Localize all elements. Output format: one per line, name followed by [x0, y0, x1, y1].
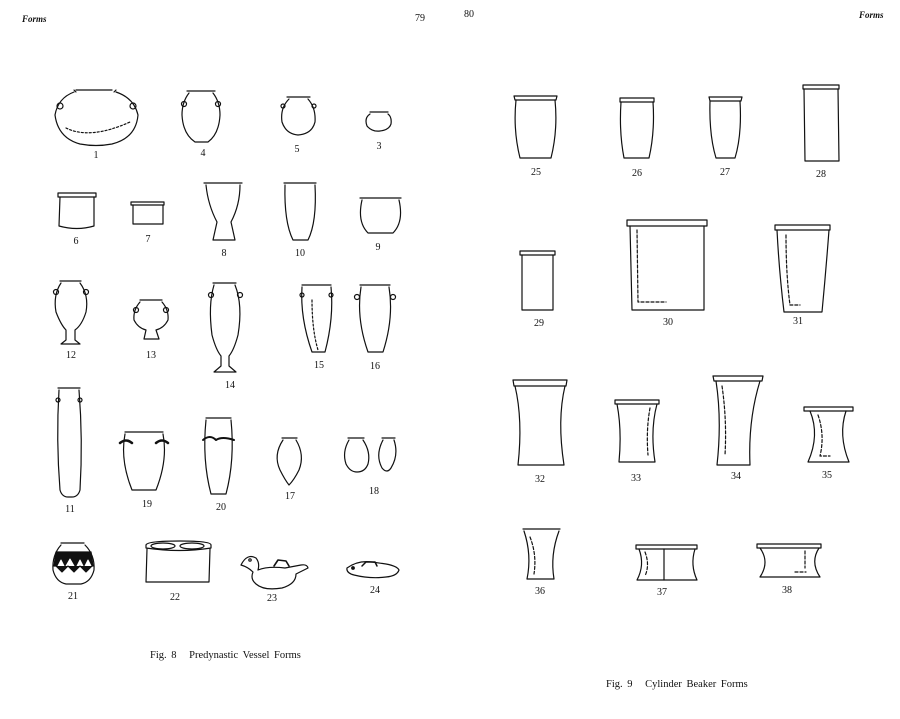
- figure-9-caption: [606, 679, 748, 690]
- vessel-34: [713, 376, 763, 465]
- vessel-27: [709, 97, 742, 158]
- vessel-36: [523, 529, 560, 579]
- vessel-4: [182, 91, 221, 142]
- vessel-label: 15: [314, 360, 324, 371]
- vessel-15: [300, 285, 333, 352]
- vessel-23: [241, 557, 308, 589]
- vessel-label: 25: [531, 167, 541, 178]
- figure-number: Fig. 8: [150, 650, 177, 661]
- vessel-label: 26: [632, 168, 642, 179]
- vessel-17: [277, 438, 301, 485]
- vessel-label: 5: [294, 144, 300, 155]
- vessel-37: [636, 545, 697, 580]
- vessel-30: [627, 220, 707, 310]
- vessel-33: [615, 400, 659, 462]
- vessel-label: 33: [631, 473, 641, 484]
- vessel-19: [120, 432, 168, 490]
- vessel-label: 13: [146, 350, 156, 361]
- right-page-number: 80: [464, 9, 474, 20]
- vessel-label: 32: [535, 474, 545, 485]
- vessel-24: [347, 562, 399, 578]
- vessel-18: [345, 438, 396, 472]
- vessel-label: 12: [66, 350, 76, 361]
- vessel-7: [131, 202, 164, 224]
- vessel-label: 17: [285, 491, 295, 502]
- vessel-9: [360, 198, 401, 233]
- vessel-label: 9: [375, 242, 381, 253]
- vessel-21: [53, 543, 94, 584]
- vessel-label: 30: [663, 317, 673, 328]
- vessel-label: 10: [295, 248, 305, 259]
- right-running-header: Forms: [859, 10, 884, 20]
- vessel-35: [804, 407, 853, 462]
- vessel-3: [366, 112, 391, 131]
- vessel-label: 3: [376, 141, 382, 152]
- vessel-label: 19: [142, 499, 152, 510]
- vessel-11: [56, 388, 82, 497]
- vessel-28: [803, 85, 839, 161]
- vessel-label: 6: [73, 236, 79, 247]
- vessel-32: [513, 380, 567, 465]
- left-page-number: 79: [415, 13, 425, 24]
- vessel-label: 7: [145, 234, 151, 245]
- vessel-label: 23: [267, 593, 277, 604]
- figure-8-caption: [150, 650, 301, 661]
- figure-number: Fig. 9: [606, 679, 633, 690]
- vessel-label: 20: [216, 502, 226, 513]
- vessel-25: [514, 96, 557, 158]
- vessel-label: 8: [221, 248, 227, 259]
- vessel-16: [355, 285, 396, 352]
- vessel-label: 14: [225, 380, 235, 391]
- vessel-38: [757, 544, 821, 577]
- vessel-10: [284, 183, 316, 240]
- vessel-5: [281, 97, 316, 135]
- vessel-29: [520, 251, 555, 310]
- vessel-6: [58, 193, 96, 229]
- vessel-22: [146, 541, 211, 582]
- vessel-label: 37: [657, 587, 667, 598]
- vessel-31: [775, 225, 830, 312]
- left-running-header: Forms: [22, 14, 47, 24]
- vessel-label: 34: [731, 471, 741, 482]
- vessel-26: [620, 98, 654, 158]
- vessel-label: 31: [793, 316, 803, 327]
- vessel-label: 21: [68, 591, 78, 602]
- vessel-12: [54, 281, 89, 344]
- vessel-13: [134, 300, 169, 339]
- vessel-label: 27: [720, 167, 730, 178]
- vessel-label: 38: [782, 585, 792, 596]
- vessel-label: 35: [822, 470, 832, 481]
- vessel-label: 18: [369, 486, 379, 497]
- vessel-1: [55, 90, 138, 146]
- vessel-label: 22: [170, 592, 180, 603]
- vessel-label: 4: [200, 148, 206, 159]
- vessel-label: 1: [93, 150, 99, 161]
- vessel-label: 11: [65, 504, 75, 515]
- vessel-label: 28: [816, 169, 826, 180]
- vessel-8: [204, 183, 242, 240]
- vessel-20: [203, 418, 234, 494]
- vessel-label: 29: [534, 318, 544, 329]
- vessel-label: 36: [535, 586, 545, 597]
- figure-title: Cylinder Beaker Forms: [645, 679, 748, 690]
- vessel-14: [209, 283, 243, 372]
- vessel-label: 16: [370, 361, 380, 372]
- vessel-label: 24: [370, 585, 380, 596]
- figure-title: Predynastic Vessel Forms: [189, 650, 301, 661]
